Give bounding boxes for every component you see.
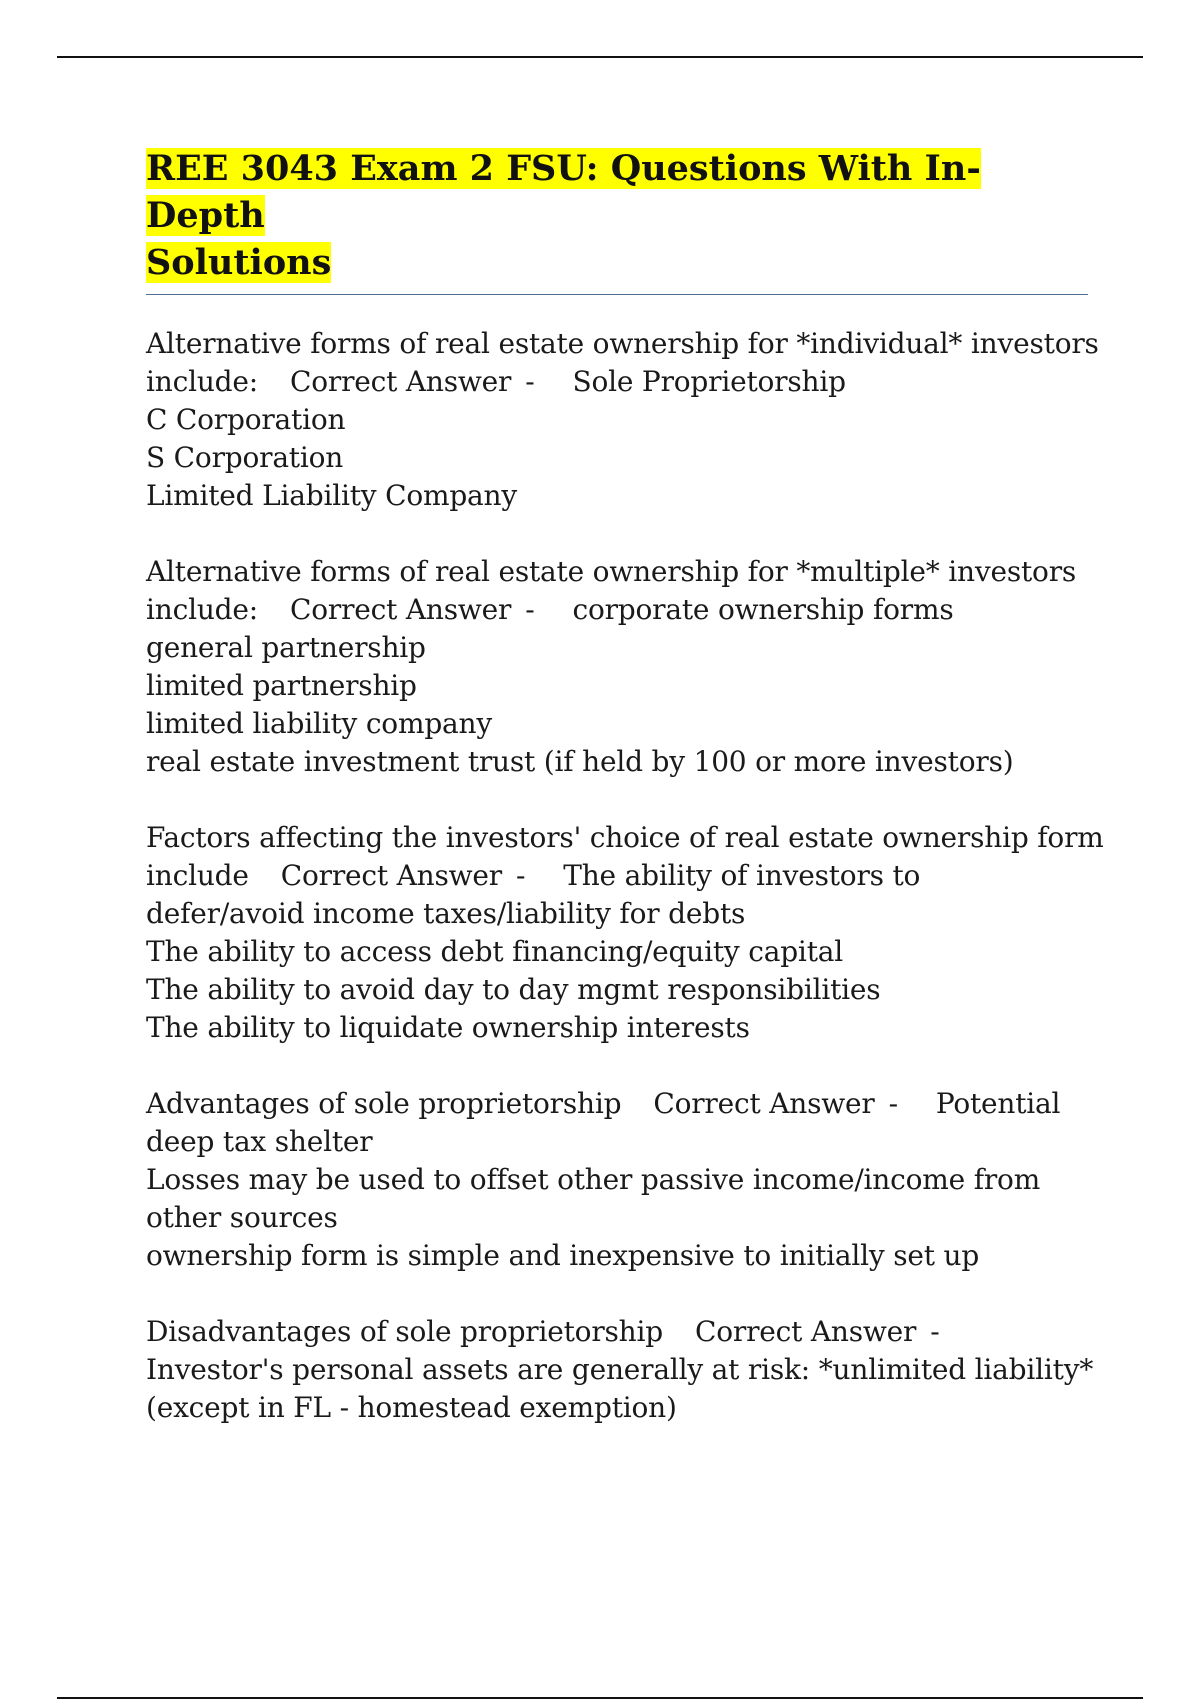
answer-line: corporate ownership forms [572, 593, 954, 626]
answer-line: deep tax shelter [146, 1125, 373, 1158]
answer-line: Limited Liability Company [146, 479, 518, 512]
question-line: Disadvantages of sole proprietorship [146, 1315, 663, 1348]
qa-item [146, 325, 1099, 515]
question-answer-line [146, 1313, 1092, 1351]
answer-line: Potential [935, 1087, 1061, 1120]
answer-line: The ability to access debt financing/equity capital [146, 935, 843, 968]
question-answer-line [146, 591, 1092, 629]
answer-dash: - [525, 593, 535, 626]
answer-marker: Correct Answer [695, 1315, 917, 1348]
answer-line: The ability of investors to [563, 859, 921, 892]
answer-line: ownership form is simple and inexpensive to initially set up [146, 1239, 980, 1272]
title-line-1: REE 3043 Exam 2 FSU: Questions With In-Depth [146, 148, 981, 236]
answer-dash: - [525, 365, 535, 398]
question-line: include: [146, 365, 258, 398]
answer-marker: Correct Answer [290, 593, 512, 626]
question-answer-line [146, 363, 1092, 401]
question-line: include [146, 859, 249, 892]
question-line: Alternative forms of real estate ownership for *multiple* investors [146, 555, 1077, 588]
qa-list [146, 325, 1104, 1427]
answer-line: C Corporation [146, 403, 346, 436]
answer-dash: - [515, 859, 526, 892]
answer-marker: Correct Answer [280, 859, 502, 892]
qa-item [146, 819, 1104, 1047]
answer-line: limited liability company [146, 707, 492, 740]
question-line: include: [146, 593, 258, 626]
answer-line: The ability to liquidate ownership interests [146, 1011, 750, 1044]
footer-rule [57, 1697, 1143, 1699]
document-body [146, 145, 1104, 1465]
title-underline [146, 294, 1088, 295]
answer-dash: - [888, 1087, 898, 1120]
page-title [146, 145, 1092, 286]
question-line: Advantages of sole proprietorship [146, 1087, 622, 1120]
answer-marker: Correct Answer [653, 1087, 875, 1120]
answer-line: S Corporation [146, 441, 344, 474]
answer-line: limited partnership [146, 669, 417, 702]
question-answer-line [146, 857, 1092, 895]
answer-line: Investor's personal assets are generally at risk: *unlimited liability* [146, 1353, 1094, 1386]
answer-line: (except in FL - homestead exemption) [146, 1391, 677, 1424]
qa-item [146, 1085, 1092, 1275]
answer-line: The ability to avoid day to day mgmt responsibilities [146, 973, 881, 1006]
header-rule [57, 56, 1143, 58]
answer-line: defer/avoid income taxes/liability for debts [146, 897, 746, 930]
answer-dash: - [930, 1315, 940, 1348]
answer-marker: Correct Answer [290, 365, 512, 398]
answer-line: real estate investment trust (if held by 100 or more investors) [146, 745, 1014, 778]
question-line: Factors affecting the investors' choice of real estate ownership form [146, 821, 1104, 854]
answer-line: other sources [146, 1201, 338, 1234]
answer-line: Losses may be used to offset other passive income/income from [146, 1163, 1041, 1196]
title-line-2: Solutions [146, 242, 332, 283]
question-line: Alternative forms of real estate ownership for *individual* investors [146, 327, 1099, 360]
answer-line: Sole Proprietorship [572, 365, 846, 398]
answer-line: general partnership [146, 631, 426, 664]
question-answer-line [146, 1085, 1092, 1123]
qa-item [146, 1313, 1092, 1427]
qa-item [146, 553, 1092, 781]
